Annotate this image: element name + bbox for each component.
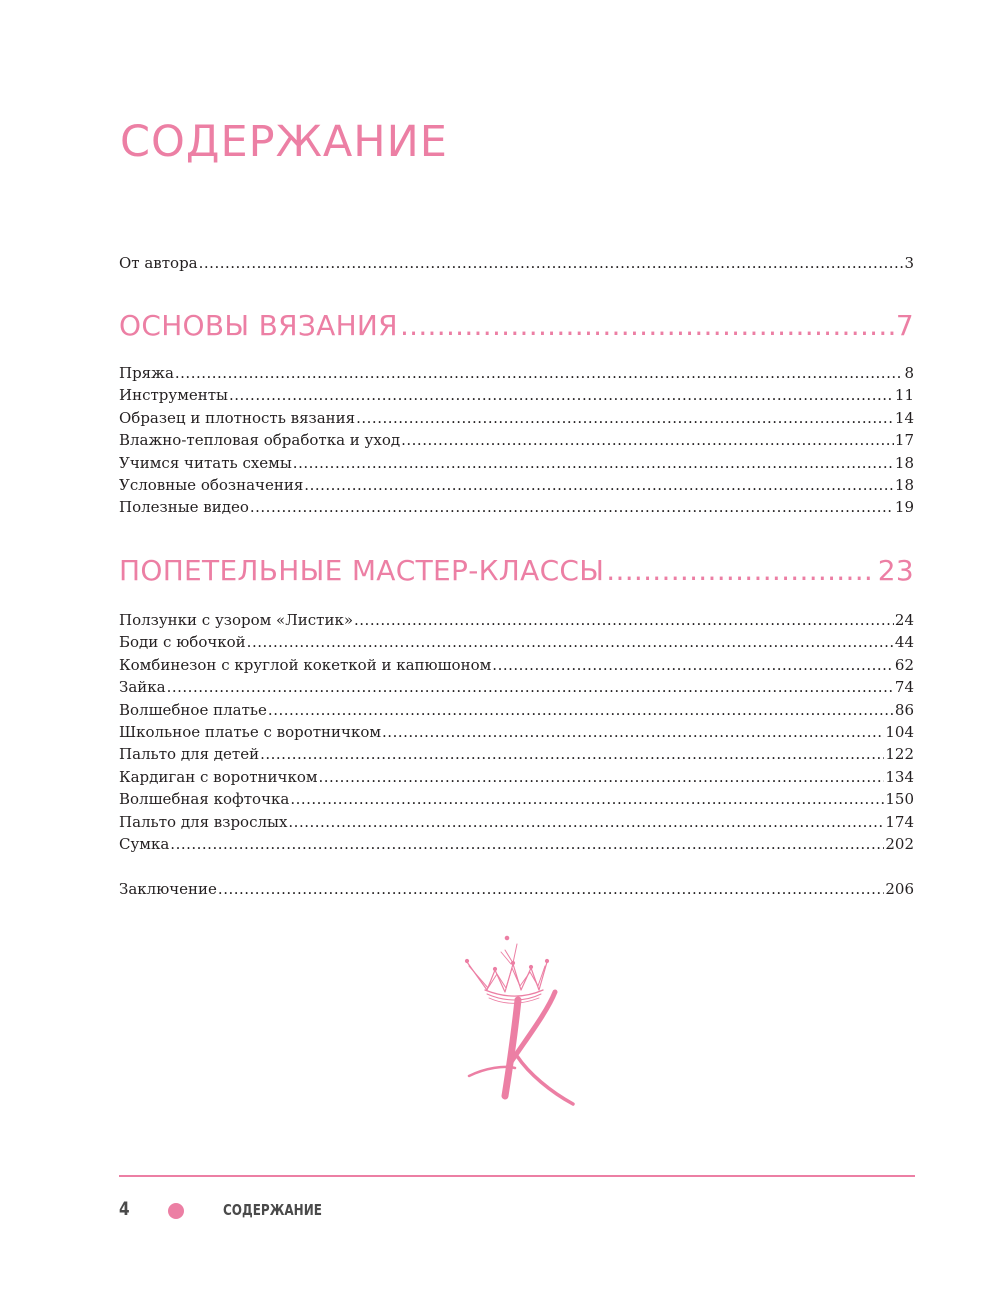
toc-entry-page: 24 [894,611,914,629]
dot-leader [304,474,894,496]
toc-entry-label: Кардиган с воротничком [119,767,318,786]
dot-leader [218,878,884,900]
dot-leader [293,452,894,474]
section-heading-page: 23 [877,554,914,587]
footer-page-number: 4 [119,1198,130,1220]
footer-bullet-icon [168,1203,184,1219]
toc-entry-page: 62 [894,655,914,674]
toc-entry-page: 174 [885,812,914,831]
toc-entry-label: Ползунки с узором «Листик» [119,611,354,629]
toc-entry-page: 8 [904,364,914,382]
toc-entry-page: 3 [904,254,914,272]
toc-entry[interactable] [119,788,914,810]
toc-entry[interactable] [119,766,914,788]
toc-entry[interactable] [119,362,914,384]
toc-entry-conclusion[interactable] [119,878,914,900]
toc-entry-label: Сумка [119,834,170,853]
toc-entry-page: 74 [894,678,914,697]
toc-entry[interactable] [119,474,914,496]
footer-divider [119,1175,915,1177]
toc-entry-page: 206 [885,880,914,898]
toc-entry-label: Пальто для детей [119,745,260,764]
toc-entry[interactable] [119,452,914,474]
toc-entry-page: 14 [894,408,914,427]
toc-entry-label: Волшебное платье [119,700,267,719]
dot-leader [175,362,904,384]
dot-leader [401,429,894,451]
toc-entry[interactable] [119,699,914,721]
toc-entry-label: Волшебная кофточка [119,790,290,809]
toc-entry[interactable] [119,429,914,451]
dot-leader [400,306,894,346]
dot-leader [247,631,894,653]
section-heading-label: ПОПЕТЕЛЬНЫЕ МАСТЕР-КЛАССЫ [119,554,605,587]
dot-leader [250,496,894,518]
toc-entry-label: Образец и плотность вязания [119,408,356,427]
toc-entry-label: Пряжа [119,364,174,382]
dot-leader [290,788,884,810]
section-heading-label: ОСНОВЫ ВЯЗАНИЯ [119,309,398,342]
toc-entry-page: 19 [894,498,914,517]
toc-entry-page: 122 [885,745,914,764]
dot-leader [167,676,894,698]
dot-leader [354,609,894,631]
dot-leader [288,811,884,833]
section-heading-masterclasses[interactable] [119,551,914,591]
dot-leader [606,551,875,591]
dot-leader [356,407,894,429]
crown-k-logo-icon [455,928,585,1113]
toc-entry[interactable] [119,609,914,631]
dot-leader [199,252,904,274]
toc-entry[interactable] [119,676,914,698]
toc-entry[interactable] [119,496,914,518]
toc-section-2 [119,551,914,591]
toc-entry-page: 18 [894,475,914,494]
toc-entry[interactable] [119,833,914,855]
toc-list-masterclasses [119,609,914,855]
page-title: СОДЕРЖАНИЕ [120,117,448,167]
toc-entry-page: 18 [894,453,914,472]
toc-entry[interactable] [119,654,914,676]
toc-entry-page: 17 [894,431,914,450]
toc-entry[interactable] [119,384,914,406]
toc-entry-label: Школьное платье с воротничком [119,722,382,741]
dot-leader [268,699,894,721]
toc-entry-page: 202 [885,834,914,853]
toc-entry[interactable] [119,811,914,833]
toc-entry-page: 11 [894,386,914,405]
dot-leader [229,384,894,406]
toc-entry-label: Условные обозначения [119,475,304,494]
toc-entry[interactable] [119,631,914,653]
footer-section-title: СОДЕРЖАНИЕ [223,1201,322,1219]
toc-entry-label: Влажно-тепловая обработка и уход [119,431,401,450]
toc-entry-label: Пальто для взрослых [119,812,288,831]
toc-entry-label: Инструменты [119,386,228,405]
dot-leader [492,654,894,676]
toc-entry-label: Зайка [119,678,166,697]
toc-entry-label: Комбинезон с круглой кокеткой и капюшоном [119,655,492,674]
section-heading-page: 7 [895,309,914,342]
dot-leader [260,743,884,765]
toc-entry[interactable] [119,743,914,765]
toc-entry-label: Учимся читать схемы [119,453,292,472]
dot-leader [319,766,885,788]
toc-entry[interactable] [119,407,914,429]
toc-entry-intro[interactable] [119,252,914,274]
dot-leader [170,833,884,855]
toc-entry-label: От автора [119,254,198,272]
toc-section-1 [119,306,914,346]
toc-entry-page: 44 [894,633,914,652]
dot-leader [382,721,884,743]
toc-list-basics [119,362,914,519]
toc-entry-label: Заключение [119,880,217,898]
section-heading-basics[interactable] [119,306,914,346]
toc-entry-page: 150 [885,790,914,809]
toc-entry[interactable] [119,721,914,743]
toc-entry-label: Боди с юбочкой [119,633,246,652]
toc-intro-block [119,252,914,274]
toc-entry-label: Полезные видео [119,498,249,517]
toc-entry-page: 134 [885,767,914,786]
toc-entry-page: 104 [885,722,914,741]
toc-entry-page: 86 [894,700,914,719]
toc-conclusion-block [119,878,914,900]
